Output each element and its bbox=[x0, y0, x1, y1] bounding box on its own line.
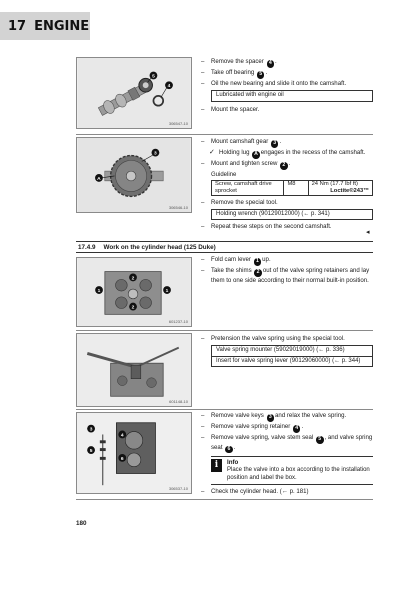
callout-3: 3 bbox=[267, 414, 275, 422]
chapter-title: ENGINE bbox=[34, 18, 90, 34]
info-box bbox=[211, 456, 373, 485]
steps-block-3 bbox=[201, 256, 373, 286]
step: – Take the shims 2 out of the valve spring retainers and lay them to one side according to their normal built-in position. bbox=[201, 267, 370, 284]
sub-step: ✓ Holding lug A engages in the recess of the camshaft. bbox=[209, 149, 366, 157]
steps-block-2 bbox=[201, 138, 373, 233]
figure-id: 306537-10 bbox=[168, 486, 188, 491]
step: – Repeat these steps on the second camshaft. bbox=[201, 223, 332, 230]
callout-2: 2 bbox=[254, 269, 262, 277]
figure-id: 306547-10 bbox=[168, 121, 188, 126]
tool-valve-spring-lever-insert[interactable]: Insert for valve spring lever (90129060000) (← p. 344) bbox=[211, 357, 373, 368]
figure5-callout-1: 4 bbox=[120, 433, 124, 439]
section-number: 17.4.9 bbox=[78, 243, 96, 251]
figure3-callout-2: 1 bbox=[165, 289, 169, 294]
guideline-label: Guideline bbox=[211, 172, 237, 178]
spec-size: M8 bbox=[284, 181, 308, 196]
figure3-callout-1: 1 bbox=[97, 289, 101, 294]
step: – Remove the special tool. bbox=[201, 199, 278, 206]
cylinder-head-illustration bbox=[77, 258, 191, 326]
callout-1: 1 bbox=[254, 258, 262, 266]
tool-holding-wrench[interactable]: Holding wrench (90129012000) (← p. 341) bbox=[211, 209, 373, 221]
figure5-callout-3: 6 bbox=[120, 456, 124, 462]
chapter-tab bbox=[0, 12, 90, 40]
chapter-number: 17 bbox=[8, 18, 27, 34]
info-text: Place the valve into a box according to the installation position and label the box. bbox=[227, 467, 370, 481]
callout-2: 2 bbox=[280, 162, 288, 170]
section-heading bbox=[76, 241, 373, 253]
figure-valve-spring-tool bbox=[76, 333, 192, 407]
step: – Take off bearing 5 . bbox=[201, 69, 268, 77]
step: – Fold cam lever 1 up. bbox=[201, 256, 271, 264]
figure1-callout-0: 5 bbox=[152, 74, 155, 80]
step: – Oil the new bearing and slide it onto the camshaft. bbox=[201, 80, 347, 87]
callout-3: 3 bbox=[271, 140, 279, 148]
info-title: Info bbox=[227, 459, 239, 466]
info-icon: i bbox=[211, 459, 222, 472]
step: – Check the cylinder head. (← p. 181) bbox=[201, 488, 309, 495]
torque-table bbox=[211, 180, 373, 196]
callout-5: 5 bbox=[316, 436, 324, 444]
step: – Pretension the valve spring using the special tool. bbox=[201, 335, 345, 342]
callout-6: 6 bbox=[225, 446, 233, 454]
section-title: Work on the cylinder head (125 Duke) bbox=[103, 243, 216, 251]
step: – Mount the spacer. bbox=[201, 105, 260, 113]
steps-block-4 bbox=[201, 335, 373, 367]
tool-valve-spring-mounter[interactable]: Valve spring mounter (59029019000) (← p. 336) bbox=[211, 345, 373, 357]
camshaft-bearing-illustration bbox=[77, 58, 191, 128]
figure-id: 601237-10 bbox=[168, 319, 188, 324]
divider bbox=[76, 499, 373, 500]
figure-cylinder-head bbox=[76, 257, 192, 327]
spec-loctite: Loctite®243™ bbox=[330, 188, 369, 194]
figure-camshaft-bearing bbox=[76, 57, 192, 129]
spec-torque: 24 Nm (17.7 lbf ft) Loctite®243™ bbox=[308, 181, 372, 196]
steps-block-5 bbox=[201, 412, 373, 498]
step: – Mount and tighten screw 2 . bbox=[201, 160, 291, 168]
callout-a: A bbox=[254, 151, 258, 157]
figure-id: 306546-10 bbox=[168, 205, 188, 210]
divider bbox=[76, 409, 373, 410]
figure1-callout-1: 4 bbox=[167, 84, 171, 90]
page-number: 180 bbox=[76, 520, 87, 527]
step: – Remove valve spring retainer 4 . bbox=[201, 423, 304, 431]
figure-valve-components bbox=[76, 412, 192, 494]
step: – Mount camshaft gear 3 . bbox=[201, 138, 282, 146]
camshaft-gear-illustration bbox=[77, 138, 191, 212]
figure5-callout-0: 3 bbox=[89, 427, 93, 433]
step: – Remove the spacer 4 . bbox=[201, 58, 277, 66]
step: – Remove valve spring, valve stem seal 5 , and valve spring seat 6 . bbox=[201, 434, 373, 452]
callout-4: 4 bbox=[267, 60, 275, 68]
check-icon: ✓ bbox=[209, 149, 215, 156]
step: – Remove valve keys 3 and relax the valve spring. bbox=[201, 412, 347, 420]
divider bbox=[76, 330, 373, 331]
figure2-callout-1: A bbox=[97, 176, 101, 182]
lubrication-note: Lubricated with engine oil bbox=[211, 90, 373, 102]
valve-components-illustration bbox=[77, 413, 191, 493]
divider bbox=[76, 134, 373, 135]
figure2-callout-0: 3 bbox=[154, 151, 157, 157]
end-mark-icon: ◂ bbox=[366, 229, 370, 236]
figure-id: 601148-10 bbox=[169, 399, 188, 404]
valve-spring-tool-illustration bbox=[77, 334, 191, 406]
figure3-callout-3: 2 bbox=[131, 305, 135, 311]
spec-part: Screw, camshaft drive sprocket bbox=[212, 181, 284, 196]
figure5-callout-2: 5 bbox=[89, 449, 93, 455]
figure3-callout-0: 2 bbox=[131, 276, 135, 282]
callout-4: 4 bbox=[293, 425, 301, 433]
steps-block-1 bbox=[201, 58, 373, 115]
figure-camshaft-gear bbox=[76, 137, 192, 213]
callout-5: 5 bbox=[257, 71, 265, 79]
